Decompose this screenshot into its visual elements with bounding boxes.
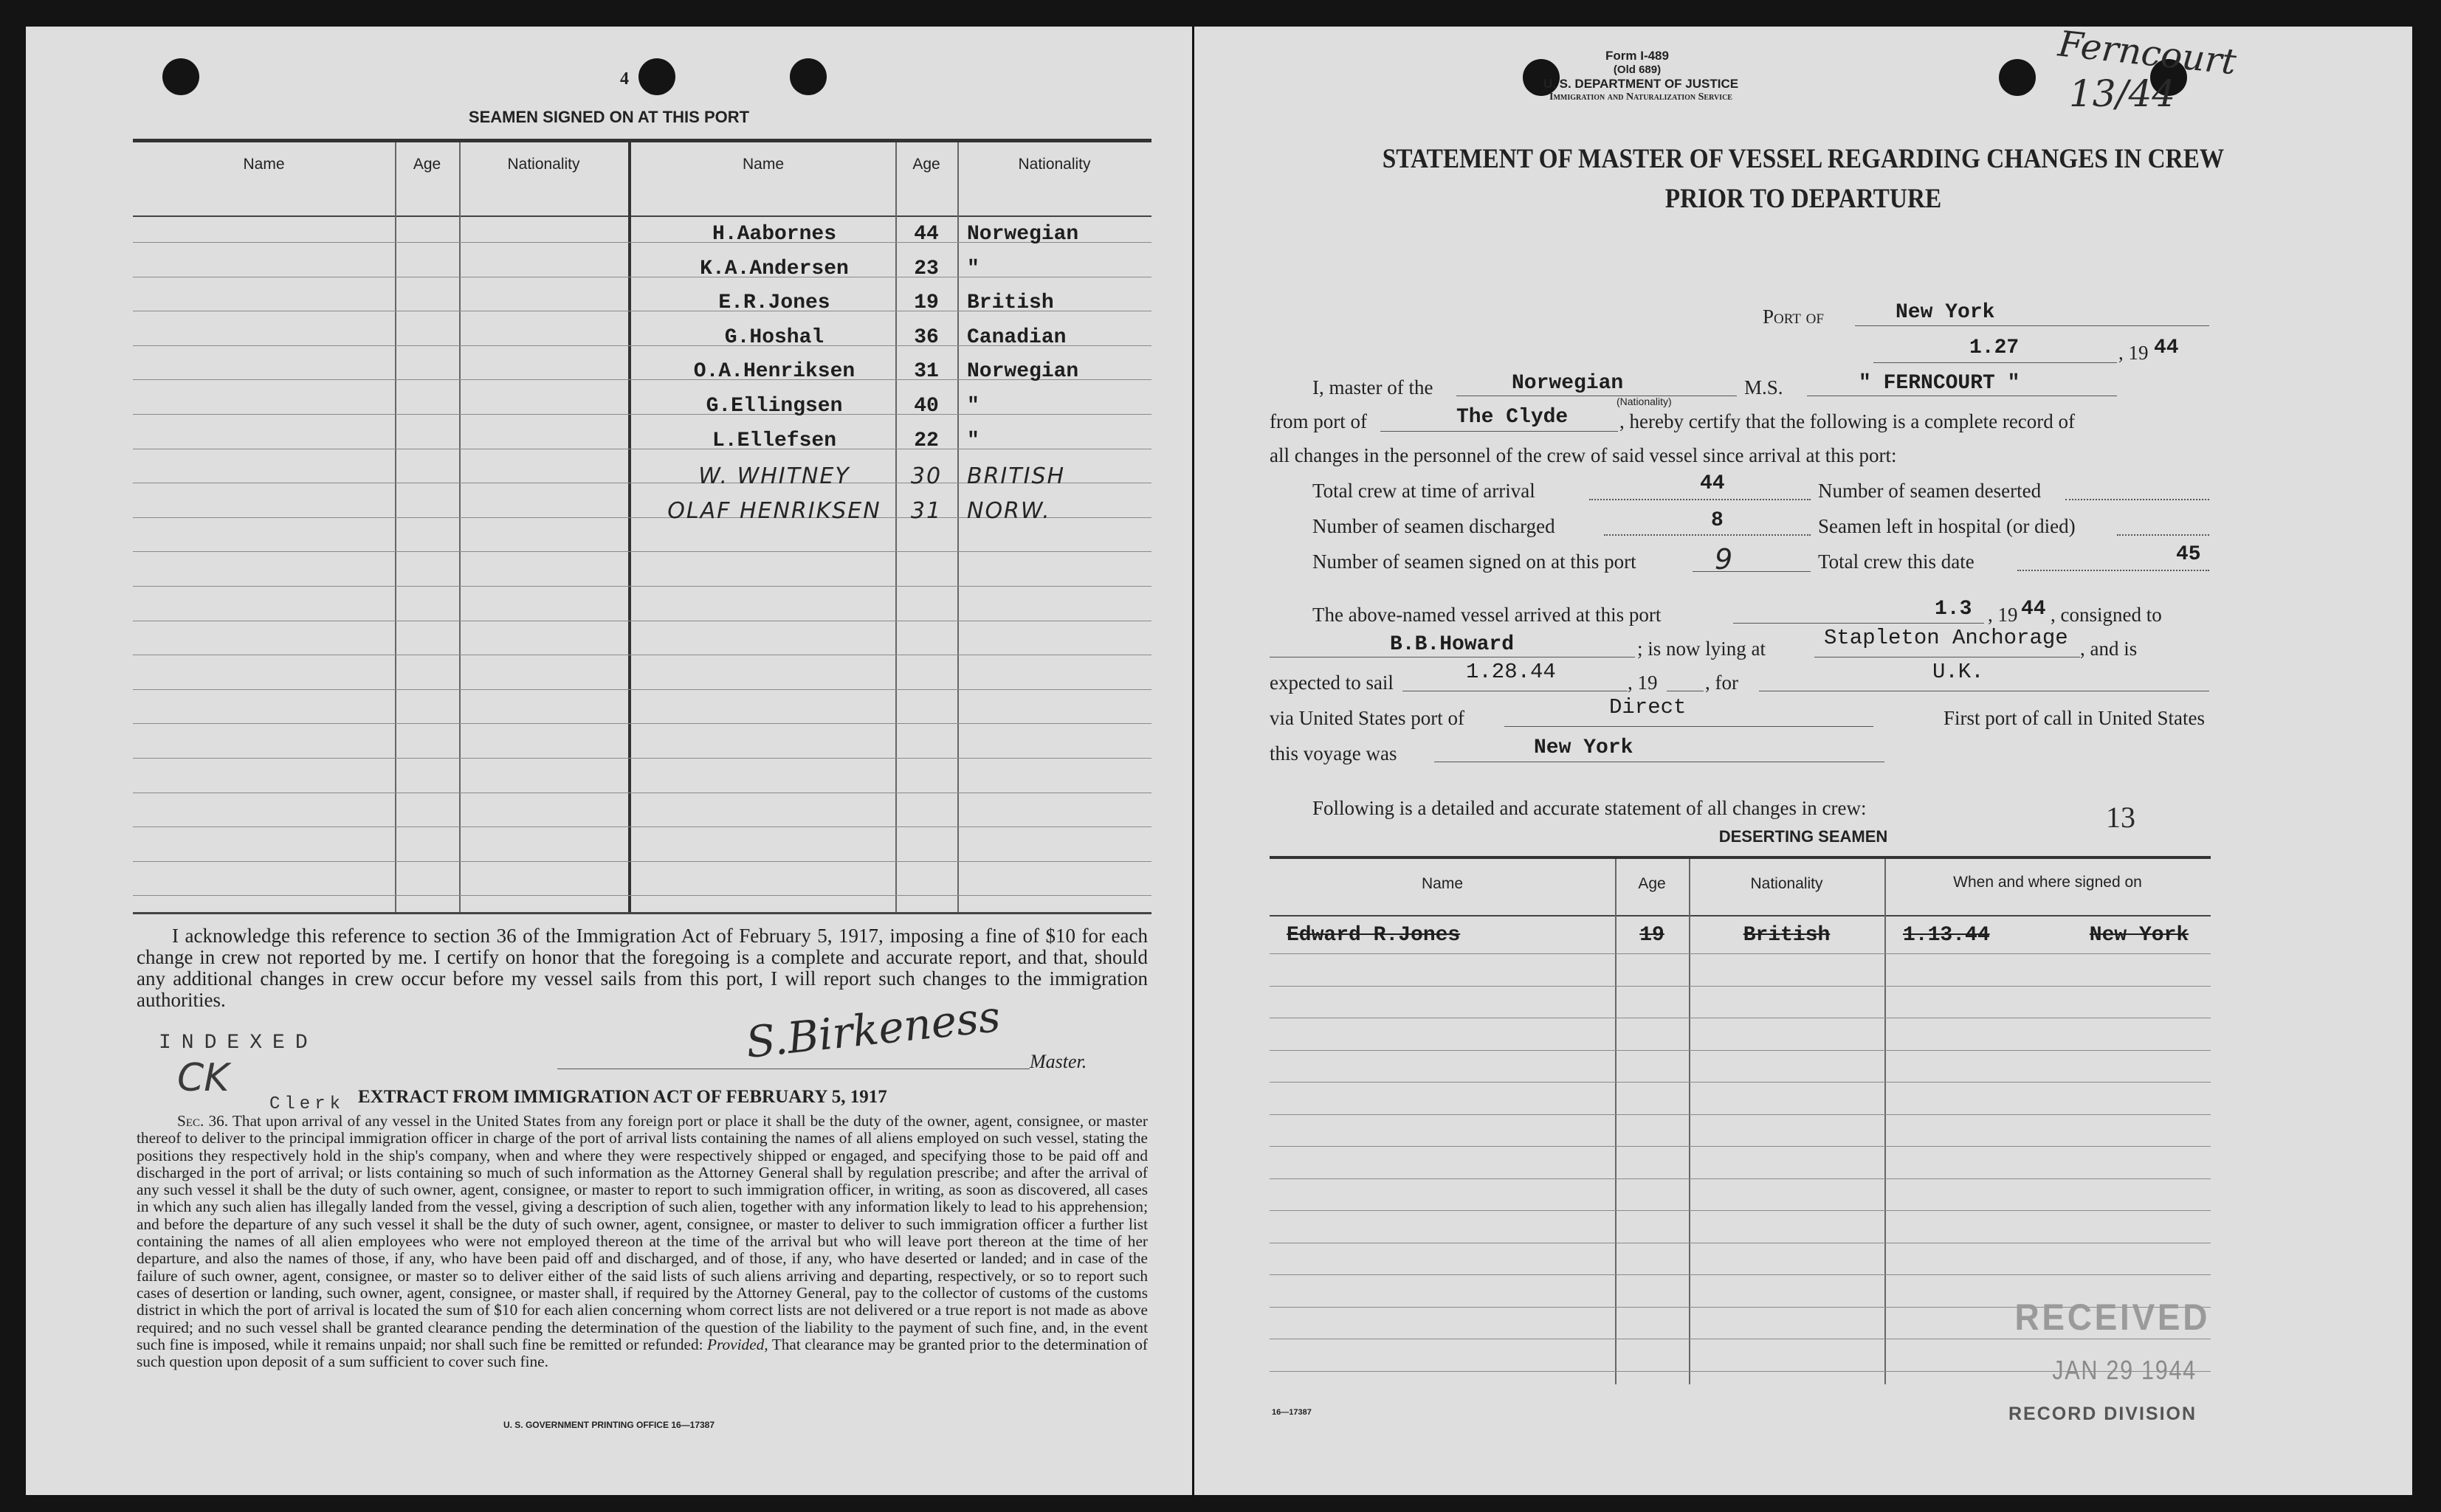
for-value: U.K.: [1932, 660, 1984, 684]
row-rule: [1270, 1210, 2211, 1211]
acknowledgement-text: I acknowledge this reference to section 36 of the Immigration Act of February 5, 1917, imposing a fine of $10 for each change in crew not reported by me. I certify on honor that the foregoing is a complete and accurate report, and that, should any additional changes in crew occur before my vessel sails from this port, I will report such changes to the immigration authorities.: [137, 925, 1148, 1011]
seamen-signed-label: Number of seamen signed on at this port: [1312, 550, 1636, 573]
col-header-age: Age: [912, 156, 940, 173]
col-header-name: Name: [742, 156, 785, 173]
row-rule: [133, 689, 1151, 690]
seaman-age: 31: [910, 497, 943, 524]
certify-text-continued: all changes in the personnel of the crew of said vessel since arrival at this port:: [1270, 444, 1897, 466]
seaman-name: O.A.Henriksen: [693, 360, 855, 384]
row-rule: [133, 861, 1151, 862]
seaman-age: 23: [914, 257, 939, 280]
department-name: U. S. DEPARTMENT OF JUSTICE: [1543, 77, 1739, 91]
form-number: Form I-489: [1605, 49, 1669, 63]
total-crew-arrival-label: Total crew at time of arrival: [1312, 480, 1535, 502]
received-stamp: RECEIVED: [2014, 1297, 2211, 1338]
section-label: Sec. 36.: [177, 1112, 229, 1130]
for-label: , for: [1705, 672, 1738, 694]
seaman-nationality: BRITISH: [967, 463, 1066, 490]
deserter-signed-when: 1.13.44: [1903, 924, 1990, 947]
row-rule: [1270, 986, 2211, 987]
form-code: 16—17387: [1272, 1408, 1312, 1417]
row-rule: [133, 586, 1151, 587]
total-crew-date-label: Total crew this date: [1818, 550, 1975, 573]
clerk-label: Clerk: [269, 1094, 345, 1114]
expected-value: 1.28.44: [1466, 660, 1556, 684]
deserter-nationality: British: [1743, 924, 1831, 947]
col-header-nationality: Nationality: [507, 156, 580, 173]
voyage-value: New York: [1534, 736, 1633, 759]
expected-year-prefix: , 19: [1628, 672, 1658, 694]
nationality-value: Norwegian: [1512, 372, 1624, 395]
crew-change-count: 13: [2106, 801, 2135, 834]
vessel-type: M.S.: [1744, 376, 1783, 398]
consignee-value: B.B.Howard: [1390, 633, 1515, 656]
received-date-stamp: JAN 29 1944: [2052, 1355, 2197, 1385]
deserter-age: 19: [1639, 924, 1664, 947]
row-rule: [1270, 1178, 2211, 1179]
lying-label: ; is now lying at: [1637, 638, 1766, 660]
service-name: Immigration and Naturalization Service: [1549, 92, 1732, 103]
consigned-label: , consigned to: [2051, 604, 2162, 626]
col-header-name: Name: [243, 156, 285, 173]
expected-label: expected to sail: [1270, 672, 1394, 694]
clerk-initials: CK: [177, 1056, 230, 1100]
total-crew-arrival-value: 44: [1700, 472, 1725, 495]
port-label: Port of: [1763, 305, 1824, 328]
extract-heading: EXTRACT FROM IMMIGRATION ACT OF FEBRUARY 5, 1917: [358, 1087, 887, 1107]
lying-value: Stapleton Anchorage: [1824, 626, 2068, 650]
printing-office-line: U. S. GOVERNMENT PRINTING OFFICE 16—17387: [503, 1420, 715, 1430]
seaman-age: 40: [914, 395, 939, 418]
left-page: [26, 27, 1192, 1495]
seaman-nationality: ": [967, 257, 980, 280]
seaman-nationality: Norwegian: [967, 360, 1079, 384]
seamen-discharged-value: 8: [1711, 509, 1724, 532]
form-old-number: (Old 689): [1613, 63, 1662, 76]
row-rule: [133, 723, 1151, 724]
arrived-label: The above-named vessel arrived at this port: [1312, 604, 1662, 626]
seaman-age: 44: [914, 223, 939, 246]
nationality-caption: (Nationality): [1617, 396, 1672, 407]
section-36-text: Sec. 36. That upon arrival of any vessel in the United States from any foreign port or place it shall be the duty of the owner, agent, consignee, or master thereof to deliver to the principal immigration officer in charge of the port of arrival lists containing the names of all aliens employed on such vessel, stating the positions they respectively hold in the ship's company, when and where they were respectively shipped or engaged, and specifying those to be paid off and discharged in the port of arrival; or lists containing so much of such information as the Attorney General shall by regulation prescribe; and after the arrival of any such vessel it shall be the duty of such owner, agent, consignee, or master to report to such immigration officer, in writing, as soon as discovered, all cases in which any such alien has illegally landed from the vessel, giving a description of such alien, together with any information likely to lead to his apprehension; and before the departure of any such vessel it shall be the duty of such owner, agent, consignee, or master to deliver to such immigration officer a further list containing the names of all alien employees who were not employed thereon at the time of the arrival but who will leave port thereon at the time of her departure, and also the names of those, if any, who have been paid off and discharged, and of those, if any, who have deserted or landed; and in case of the failure of such owner, agent, consignee, or master so to deliver either of the said lists of such aliens arriving and departing, respectively, or so to report such cases of desertion or landing, such owner, agent, consignee, or master shall, if required by the Attorney General, pay to the collector of customs of the customs district in which the port of arrival is located the sum of $10 for each alien concerning whom correct lists are not delivered or a true report is not made as above required; and no such vessel shall be granted clearance pending the determination of the question of the liability to the payment of such fine, and, in the event such fine is imposed, while it remains unpaid; nor shall such fine be remitted or refunded: Provided, That clearance may be granted prior to the determination of such question upon deposit of a sum sufficient to cover such fine.: [137, 1112, 1148, 1371]
seamen-signed-value: 9: [1715, 543, 1735, 576]
master-label: Master.: [1030, 1051, 1087, 1072]
seaman-nationality: NORW.: [967, 497, 1051, 524]
handwritten-date-note: 13/44: [2069, 72, 2176, 115]
punch-hole: [162, 58, 199, 95]
header-rule: [133, 215, 1151, 217]
form-title: STATEMENT OF MASTER OF VESSEL REGARDING CHANGES IN CREW: [1382, 144, 2225, 174]
seaman-name: OLAF HENRIKSEN: [667, 497, 881, 524]
year-value: 44: [2154, 336, 2179, 359]
year-prefix: , 19: [2118, 342, 2149, 364]
record-division-stamp: RECORD DIVISION: [2008, 1404, 2197, 1424]
deserting-table-top-rule: [1270, 856, 2211, 859]
col-header-nationality: Nationality: [1018, 156, 1091, 173]
row-rule: [133, 895, 1151, 896]
seaman-nationality: Norwegian: [967, 223, 1079, 246]
row-rule: [1270, 1274, 2211, 1275]
vessel-name: " FERNCOURT ": [1859, 372, 2020, 395]
deserting-col-nationality: Nationality: [1750, 875, 1823, 892]
row-rule: [133, 551, 1151, 552]
seamen-hospital-label: Seamen left in hospital (or died): [1818, 515, 2076, 537]
from-port-label: from port of: [1270, 410, 1367, 432]
arrived-year-prefix: , 19: [1988, 604, 2018, 626]
seaman-nationality: British: [967, 291, 1054, 315]
signed-on-heading: SEAMEN SIGNED ON AT THIS PORT: [468, 108, 750, 126]
arrived-date-value: 1.3: [1935, 598, 1972, 621]
master-of-label: I, master of the: [1312, 376, 1433, 398]
arrived-year-value: 44: [2021, 598, 2046, 621]
total-crew-date-value: 45: [2176, 543, 2201, 566]
deserting-col-when-where: When and where signed on: [1953, 874, 2142, 891]
deserting-col-name: Name: [1421, 875, 1464, 892]
right-page: [1194, 23, 2412, 1495]
seaman-name: G.Ellingsen: [706, 395, 843, 418]
and-is-label: , and is: [2080, 638, 2138, 660]
date-value: 1.27: [1969, 336, 2020, 359]
seaman-age: 19: [914, 291, 939, 315]
deserter-signed-where: New York: [2089, 924, 2189, 947]
following-label: Following is a detailed and accurate statement of all changes in crew:: [1312, 797, 1867, 819]
handwritten-vessel-note: Ferncourt: [2056, 23, 2239, 83]
seaman-age: 22: [914, 429, 939, 452]
row-rule: [1270, 1146, 2211, 1147]
master-signature: S.Birkeness: [743, 991, 1003, 1068]
punch-hole: [790, 58, 827, 95]
first-port-label: First port of call in United States: [1943, 707, 2205, 729]
seaman-nationality: ": [967, 429, 980, 452]
seaman-name: L.Ellefsen: [712, 429, 837, 452]
seaman-name: K.A.Andersen: [700, 257, 849, 280]
punch-hole: [1999, 59, 2036, 96]
seamen-deserted-label: Number of seamen deserted: [1818, 480, 2042, 502]
punch-hole: [638, 58, 675, 95]
seaman-age: 36: [914, 325, 939, 349]
seaman-name: H.Aabornes: [712, 223, 837, 246]
indexed-stamp: INDEXED: [159, 1032, 318, 1054]
page-number: 4: [620, 69, 629, 89]
deserting-heading: DESERTING SEAMEN: [1718, 827, 1888, 846]
seaman-name: W. WHITNEY: [698, 463, 850, 490]
seaman-nationality: Canadian: [967, 325, 1067, 349]
from-port-value: The Clyde: [1456, 406, 1569, 429]
col-header-age: Age: [413, 156, 441, 173]
seaman-name: E.R.Jones: [718, 291, 830, 315]
form-subtitle: PRIOR TO DEPARTURE: [1664, 184, 1942, 214]
deserting-header-rule: [1270, 915, 2211, 916]
deserting-col-age: Age: [1638, 875, 1666, 892]
via-label: via United States port of: [1270, 707, 1464, 729]
port-value: New York: [1896, 301, 1995, 324]
table-bottom-rule: [133, 912, 1151, 914]
row-rule: [1270, 1050, 2211, 1051]
voyage-label: this voyage was: [1270, 742, 1397, 764]
table-top-rule: [133, 139, 1151, 142]
via-value: Direct: [1609, 695, 1687, 719]
seaman-age: 30: [910, 463, 943, 490]
seamen-discharged-label: Number of seamen discharged: [1312, 515, 1555, 537]
row-rule: [1270, 953, 2211, 954]
row-rule: [1270, 1082, 2211, 1083]
row-rule: [133, 826, 1151, 827]
deserter-name: Edward R.Jones: [1287, 924, 1461, 947]
seaman-age: 31: [914, 360, 939, 384]
seaman-nationality: ": [967, 395, 980, 418]
row-rule: [133, 758, 1151, 759]
certify-text: , hereby certify that the following is a complete record of: [1619, 410, 2076, 432]
seaman-name: G.Hoshal: [724, 325, 824, 349]
row-rule: [1270, 1114, 2211, 1115]
